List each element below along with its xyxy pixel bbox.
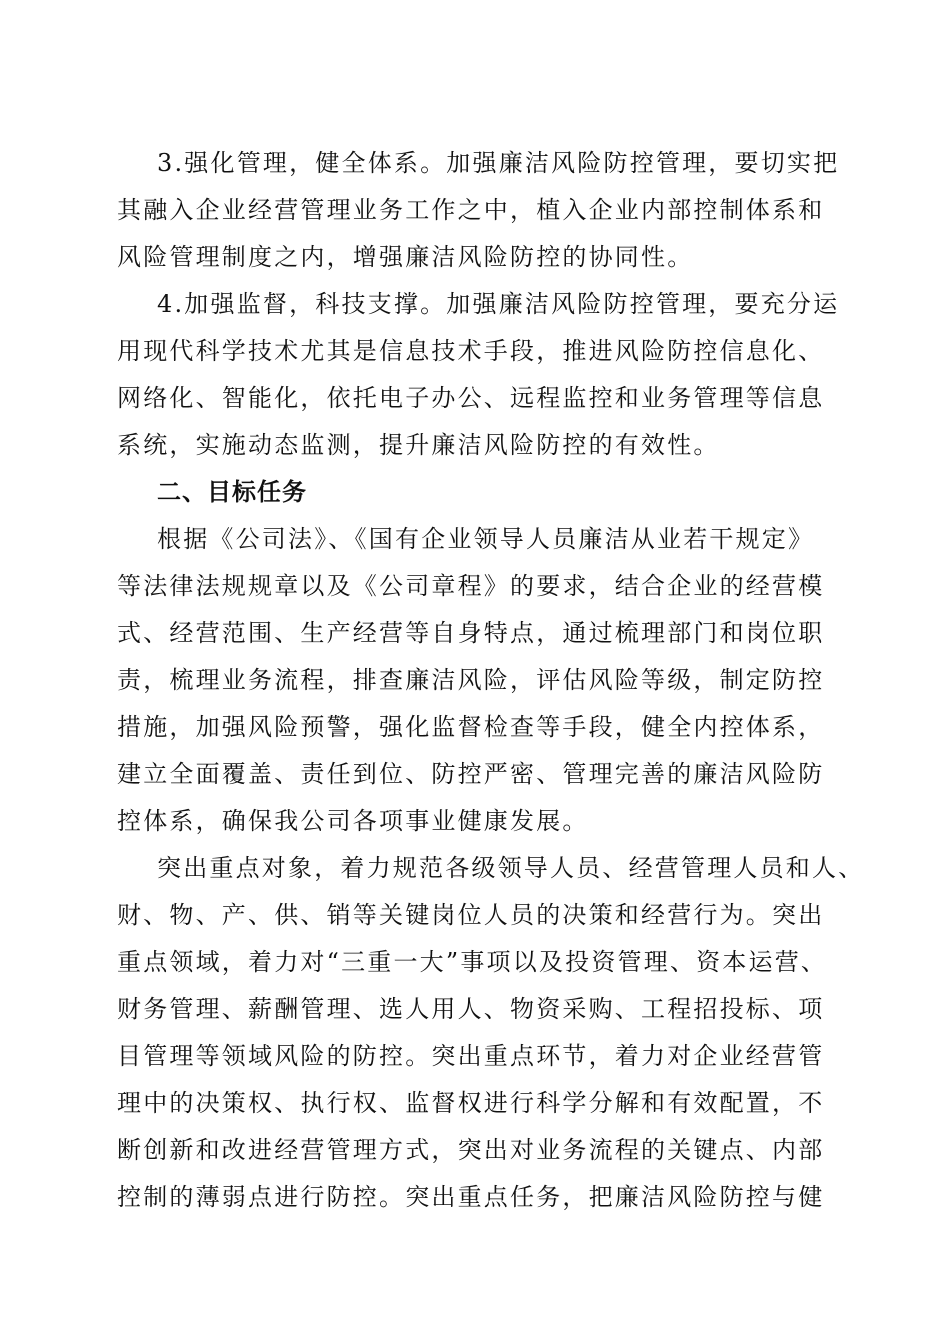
paragraph-3-line-3: 风险管理制度之内，增强廉洁风险防控的协同性。: [117, 243, 694, 271]
paragraph-goals-line-4: 责，梳理业务流程，排查廉洁风险，评估风险等级，制定防控: [117, 666, 825, 694]
paragraph-focus-line-4: 财务管理、薪酬管理、选人用人、物资采购、工程招投标、项: [117, 995, 825, 1023]
paragraph-focus-line-8: 控制的薄弱点进行防控。突出重点任务，把廉洁风险防控与健: [117, 1183, 825, 1211]
paragraph-focus-line-7: 断创新和改进经营管理方式，突出对业务流程的关键点、内部: [117, 1136, 825, 1164]
paragraph-4-line-4: 系统，实施动态监测，提升廉洁风险防控的有效性。: [117, 431, 720, 459]
paragraph-goals-line-5: 措施，加强风险预警，强化监督检查等手段，健全内控体系，: [117, 713, 825, 741]
paragraph-3-line-1: 3.强化管理，健全体系。加强廉洁风险防控管理，要切实把: [157, 149, 840, 177]
paragraph-focus-line-6: 理中的决策权、执行权、监督权进行科学分解和有效配置，不: [117, 1089, 825, 1117]
paragraph-4-line-2: 用现代科学技术尤其是信息技术手段，推进风险防控信息化、: [117, 337, 825, 365]
paragraph-goals-line-6: 建立全面覆盖、责任到位、防控严密、管理完善的廉洁风险防: [117, 760, 825, 788]
document-body: [117, 140, 865, 1221]
paragraph-focus-line-3: 重点领域，着力对“三重一大”事项以及投资管理、资本运营、: [117, 948, 828, 976]
paragraph-goals-line-1: 根据《公司法》、《国有企业领导人员廉洁从业若干规定》: [157, 525, 815, 553]
paragraph-4-line-1: 4.加强监督，科技支撑。加强廉洁风险防控管理，要充分运: [157, 290, 840, 318]
paragraph-focus-line-5: 目管理等领域风险的防控。突出重点环节，着力对企业经营管: [117, 1042, 825, 1070]
paragraph-3-line-2: 其融入企业经营管理业务工作之中，植入企业内部控制体系和: [117, 196, 825, 224]
paragraph-focus-line-1: 突出重点对象，着力规范各级领导人员、经营管理人员和人、: [157, 854, 865, 882]
paragraph-goals-line-7: 控体系，确保我公司各项事业健康发展。: [117, 807, 589, 835]
paragraph-focus-line-2: 财、物、产、供、销等关键岗位人员的决策和经营行为。突出: [117, 901, 825, 929]
paragraph-goals-line-2: 等法律法规规章以及《公司章程》的要求，结合企业的经营模: [117, 572, 825, 600]
paragraph-4-line-3: 网络化、智能化，依托电子办公、远程监控和业务管理等信息: [117, 384, 825, 412]
paragraph-goals-line-3: 式、经营范围、生产经营等自身特点，通过梳理部门和岗位职: [117, 619, 825, 647]
section-heading: 二、目标任务: [157, 478, 307, 506]
